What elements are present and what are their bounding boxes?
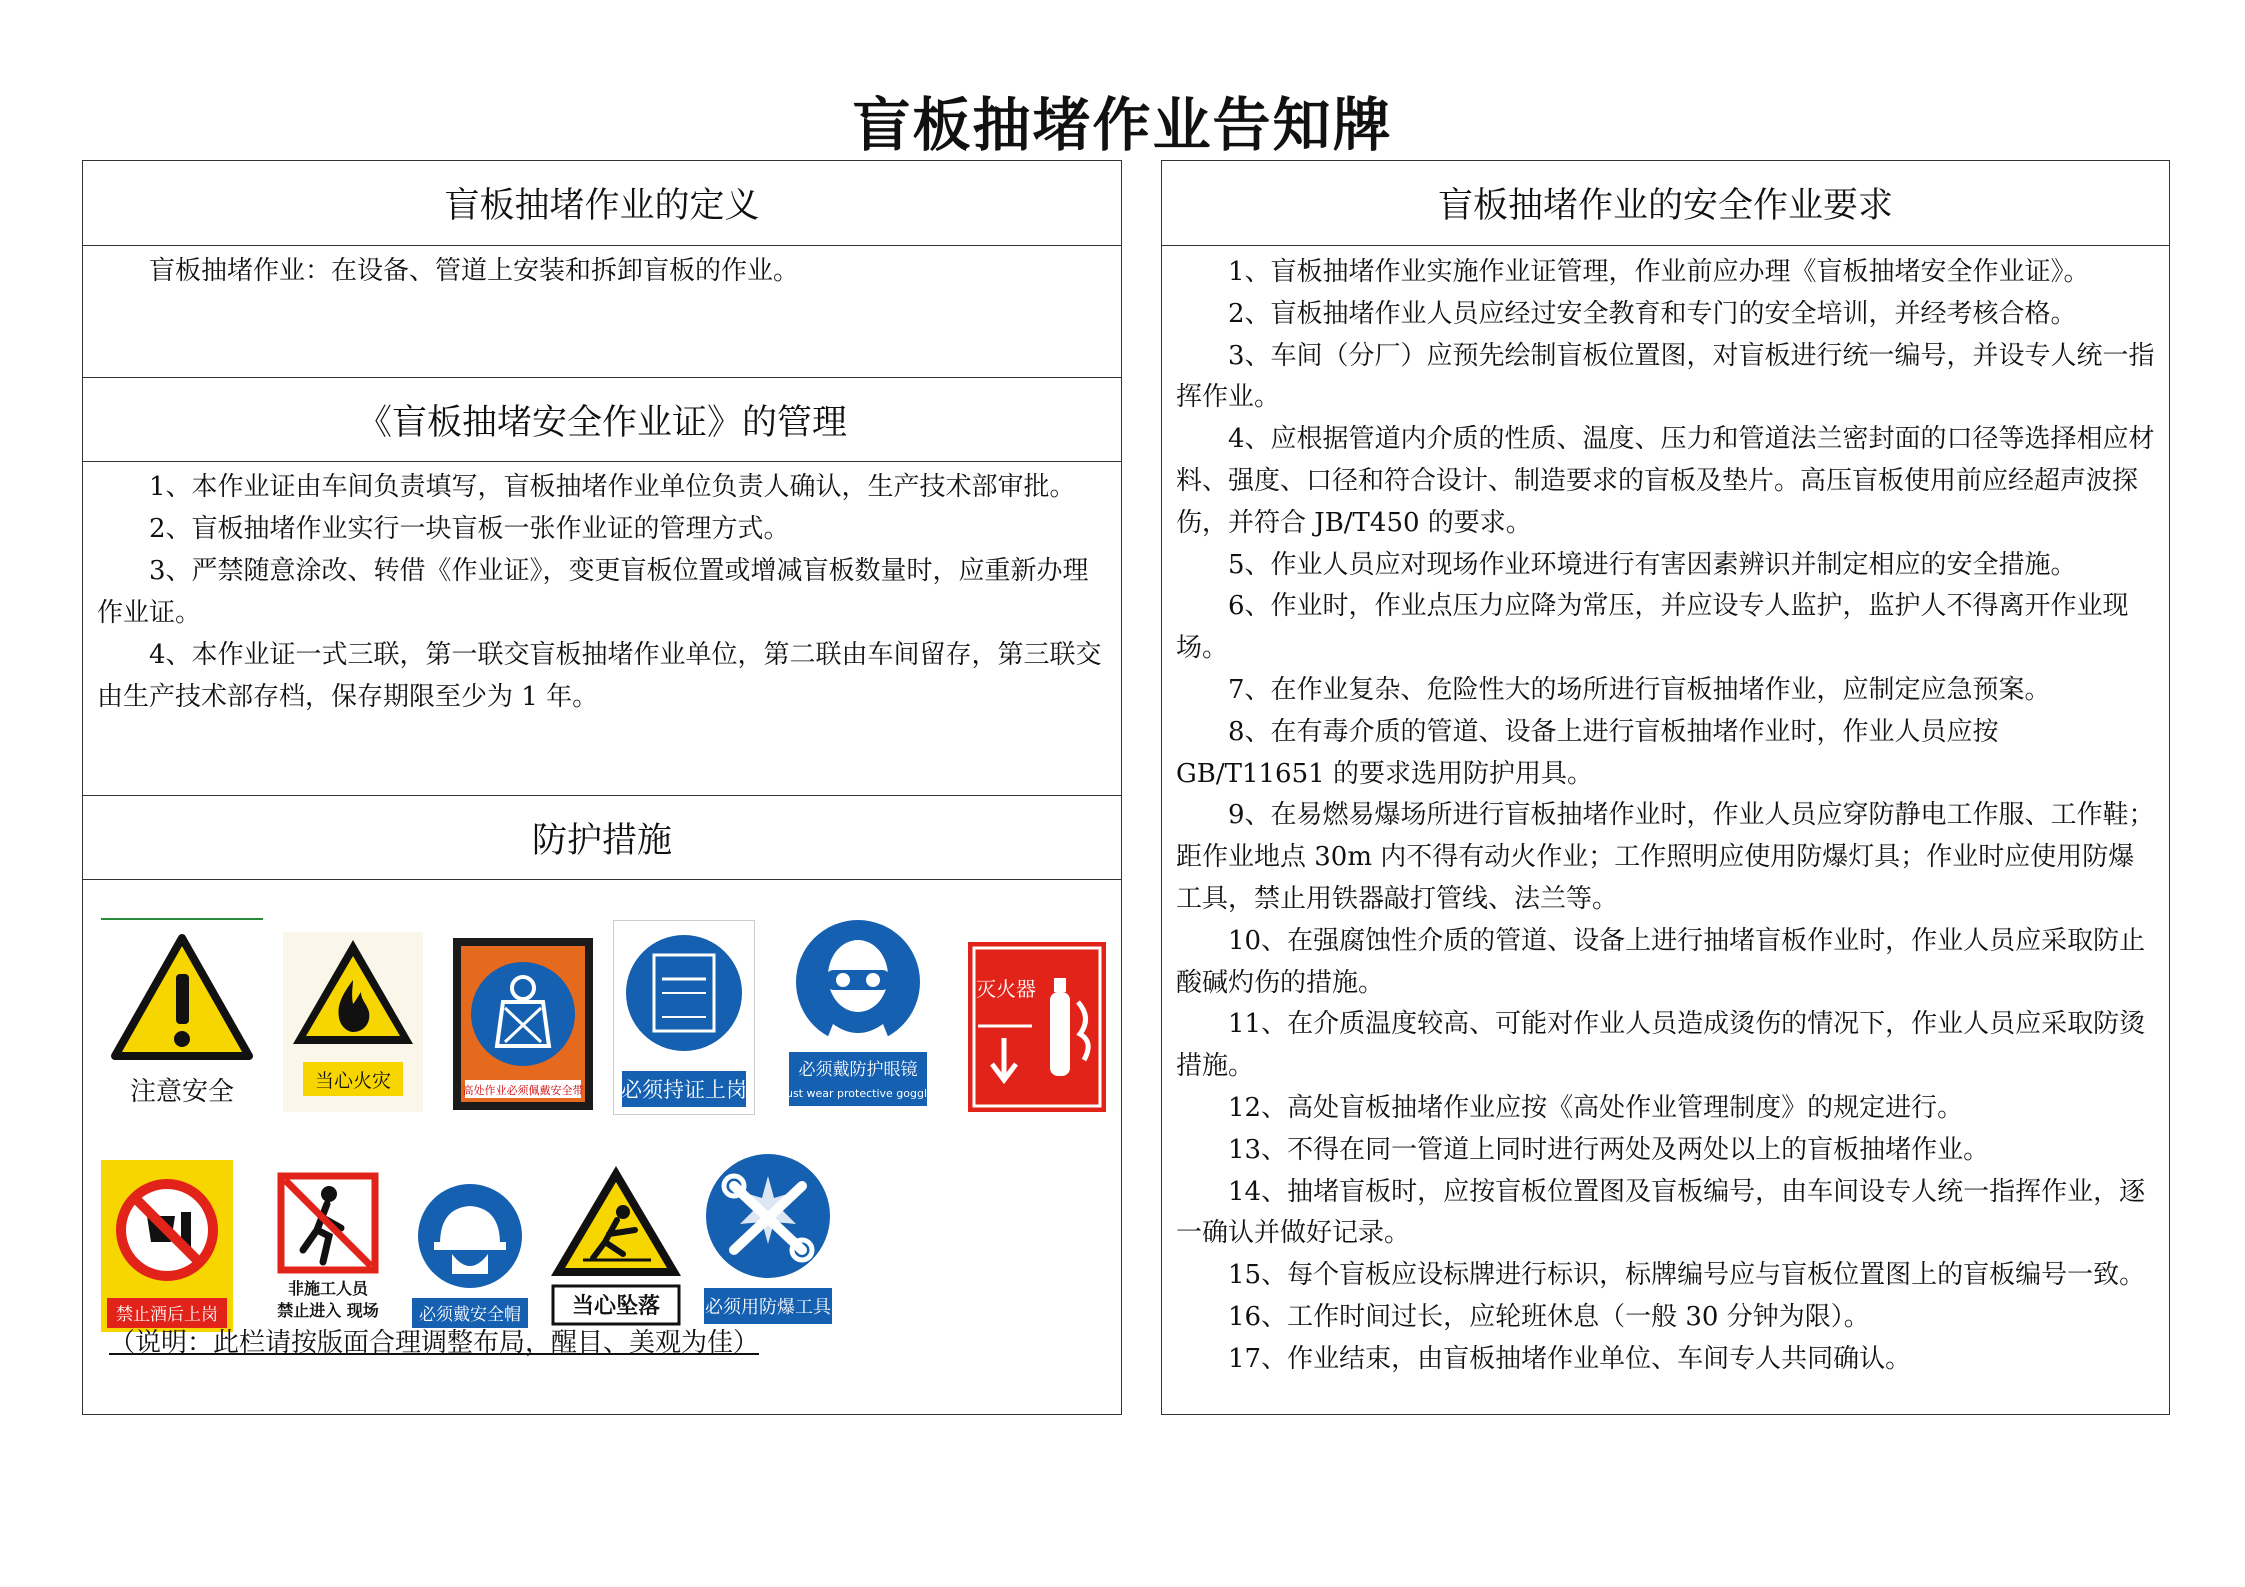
goggles-icon xyxy=(783,912,933,1112)
definition-text: 盲板抽堵作业：在设备、管道上安装和拆卸盲板的作业。 xyxy=(149,256,800,286)
fire-warning-icon xyxy=(283,932,423,1112)
sign-no-drinking xyxy=(101,1160,233,1332)
warning-triangle-icon xyxy=(101,920,263,1118)
requirement-item: 12、高处盲板抽堵作业应按《高处作业管理制度》的规定进行。 xyxy=(1228,1092,1964,1123)
sign-fire-warning xyxy=(283,932,423,1112)
definition-body xyxy=(83,246,1121,377)
sign-permit xyxy=(613,920,755,1115)
requirement-item: 8、在有毒介质的管道、设备上进行盲板抽堵作业时，作业人员应按 GB/T11651 的要求选用防护用具。 xyxy=(1176,716,1999,789)
sign-fire-extinguisher xyxy=(968,942,1106,1112)
permit-body xyxy=(83,462,1121,795)
requirements-body xyxy=(1162,246,2169,1381)
permit-heading: 《盲板抽堵安全作业证》的管理 xyxy=(83,377,1121,462)
requirement-item: 5、作业人员应对现场作业环境进行有害因素辨识并制定相应的安全措施。 xyxy=(1228,549,2077,580)
layout-note: （说明：此栏请按版面合理调整布局，醒目、美观为佳） xyxy=(109,1328,760,1358)
permit-item: 2、盲板抽堵作业实行一块盲板一张作业证的管理方式。 xyxy=(149,514,790,544)
requirement-item: 17、作业结束，由盲板抽堵作业单位、车间专人共同确认。 xyxy=(1228,1343,1912,1374)
sign-sublabel: Must wear protective goggles xyxy=(783,1087,933,1100)
sign-goggles xyxy=(783,912,933,1112)
helmet-icon xyxy=(408,1178,532,1330)
sign-label: 注意安全 xyxy=(129,1077,235,1107)
requirement-item: 13、不得在同一管道上同时进行两处及两处以上的盲板抽堵作业。 xyxy=(1228,1134,1990,1165)
requirement-item: 10、在强腐蚀性介质的管道、设备上进行抽堵盲板作业时，作业人员应采取防止酸碱灼伤的措施。 xyxy=(1176,925,2146,998)
protection-heading: 防护措施 xyxy=(83,795,1121,880)
page-title: 盲板抽堵作业告知牌 xyxy=(852,91,1393,159)
sign-label: 禁止酒后上岗 xyxy=(116,1305,218,1325)
sign-label: 高处作业必须佩戴安全带 xyxy=(462,1084,584,1097)
sign-helmet xyxy=(408,1178,532,1330)
requirement-item: 2、盲板抽堵作业人员应经过安全教育和专门的安全培训，并经考核合格。 xyxy=(1228,298,2077,329)
requirement-item: 4、应根据管道内介质的性质、温度、压力和管道法兰密封面的口径等选择相应材料、强度、口径和符合设计、制造要求的盲板及垫片。高压盲板使用前应经超声波探伤，并符合 JB/T450 的要求。 xyxy=(1176,424,2155,538)
fall-warning-icon xyxy=(543,1158,689,1330)
requirements-heading: 盲板抽堵作业的安全作业要求 xyxy=(1162,161,2169,246)
left-column xyxy=(82,160,1122,1415)
sign-label: 必须用防爆工具 xyxy=(705,1297,831,1318)
sign-fall-warning xyxy=(543,1158,689,1330)
sign-caution xyxy=(101,918,263,1118)
no-entry-icon xyxy=(263,1170,393,1330)
sign-label: 当心坠落 xyxy=(571,1294,661,1319)
sign-label: 非施工人员 xyxy=(287,1279,369,1298)
requirement-item: 14、抽堵盲板时，应按盲板位置图及盲板编号，由车间设专人统一指挥作业，逐一确认并做好记录。 xyxy=(1176,1176,2146,1249)
right-column xyxy=(1161,160,2170,1415)
no-drinking-icon xyxy=(101,1160,233,1332)
requirement-item: 16、工作时间过长，应轮班休息（一般 30 分钟为限）。 xyxy=(1228,1301,1870,1332)
sign-label: 灭火器 xyxy=(976,977,1036,1001)
sign-label: 当心火灾 xyxy=(314,1070,392,1092)
requirement-item: 3、车间（分厂）应预先绘制盲板位置图，对盲板进行统一编号，并设专人统一指挥作业。 xyxy=(1176,340,2155,413)
requirement-item: 11、在介质温度较高、可能对作业人员造成烫伤的情况下，作业人员应采取防烫措施。 xyxy=(1176,1009,2146,1082)
fire-extinguisher-icon xyxy=(968,942,1106,1112)
requirement-item: 9、在易燃易爆场所进行盲板抽堵作业时，作业人员应穿防静电工作服、工作鞋；距作业地点 30m 内不得有动火作业；工作照明应使用防爆灯具；作业时应使用防爆工具，禁止用铁器敲打管线、法兰等。 xyxy=(1176,800,2155,914)
sign-safety-harness xyxy=(453,938,593,1110)
sign-explosion-proof-tools xyxy=(698,1146,838,1330)
explosion-proof-tools-icon xyxy=(698,1146,838,1330)
sign-label: 必须戴安全帽 xyxy=(419,1305,521,1325)
permit-item: 3、严禁随意涂改、转借《作业证》，变更盲板位置或增减盲板数量时，应重新办理作业证。 xyxy=(97,556,1089,628)
requirement-item: 6、作业时，作业点压力应降为常压，并应设专人监护，监护人不得离开作业现场。 xyxy=(1176,591,2129,664)
safety-signs-panel xyxy=(83,880,1121,1360)
sign-no-entry xyxy=(263,1170,393,1330)
safety-harness-icon xyxy=(453,938,593,1110)
sign-label: 必须持证上岗 xyxy=(621,1078,747,1102)
permit-item: 4、本作业证一式三联，第一联交盲板抽堵作业单位，第二联由车间留存，第三联交由生产技术部存档，保存期限至少为 1 年。 xyxy=(97,640,1102,712)
requirement-item: 1、盲板抽堵作业实施作业证管理，作业前应办理《盲板抽堵安全作业证》。 xyxy=(1228,257,2090,287)
permit-icon xyxy=(614,921,754,1114)
requirement-item: 15、每个盲板应设标牌进行标识，标牌编号应与盲板位置图上的盲板编号一致。 xyxy=(1228,1260,2146,1291)
requirement-item: 7、在作业复杂、危险性大的场所进行盲板抽堵作业，应制定应急预案。 xyxy=(1228,674,2051,705)
sign-label: 必须戴防护眼镜 xyxy=(798,1060,918,1080)
permit-item: 1、本作业证由车间负责填写，盲板抽堵作业单位负责人确认，生产技术部审批。 xyxy=(149,472,1076,502)
definition-heading: 盲板抽堵作业的定义 xyxy=(83,161,1121,246)
sign-label-2: 禁止进入 现场 xyxy=(277,1301,379,1320)
